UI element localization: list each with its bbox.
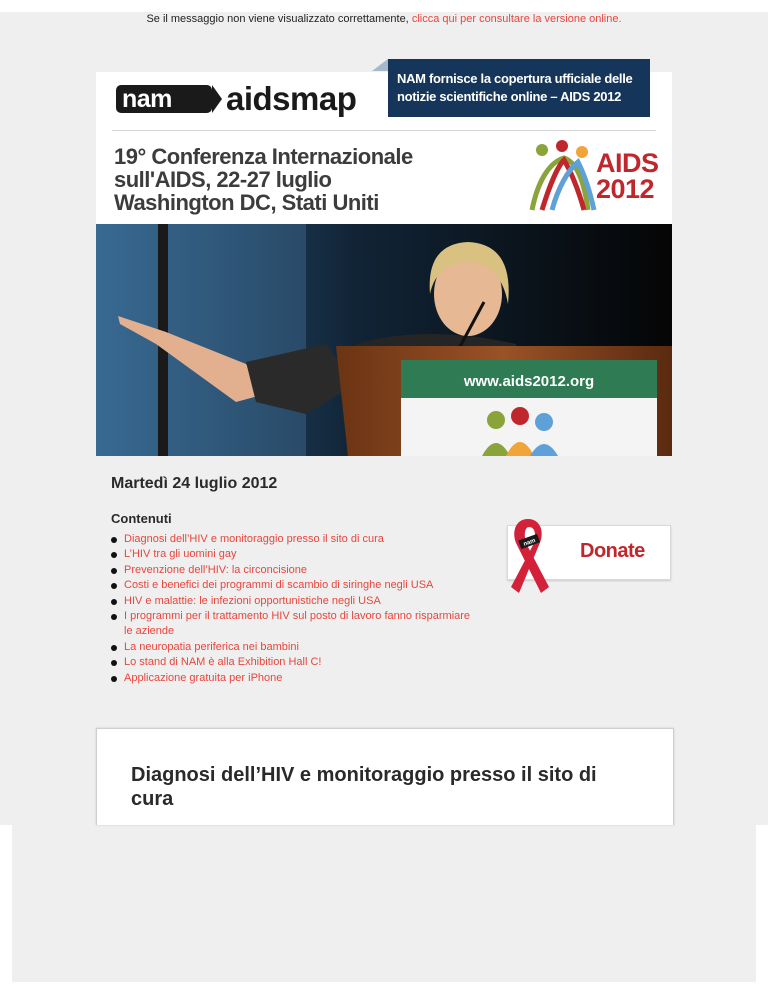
contents-item[interactable] [111,563,471,578]
bullet-icon [111,660,117,666]
coverage-banner [388,59,650,117]
contents-item[interactable] [111,655,471,670]
contents-heading: Contenuti [111,511,172,526]
contents-item-link[interactable]: L’HIV tra gli uomini gay [124,548,237,561]
contents-item[interactable] [111,578,471,593]
bullet-icon [111,645,117,651]
contents-item-link[interactable]: Applicazione gratuita per iPhone [124,671,283,684]
contents-item[interactable] [111,532,471,547]
contents-list [111,532,471,686]
nam-logo[interactable]: nam [116,85,212,113]
conference-line-3: Washington DC, Stati Uniti [114,190,379,215]
article-card [96,728,674,825]
logo-arrow-icon [212,85,222,113]
newsletter-date: Martedì 24 luglio 2012 [111,475,278,492]
speaker-at-podium-image [96,224,672,456]
conference-line-2: sull'AIDS, 22-27 luglio [114,167,332,192]
contents-item[interactable] [111,547,471,562]
banner-line-1: NAM fornisce la copertura ufficiale delle [397,71,633,86]
donate-label: Donate [580,540,645,562]
banner-fold-icon [372,59,388,71]
bullet-icon [111,676,117,682]
aids-logo-word: AIDS [596,148,659,178]
preheader-text: Se il messaggio non viene visualizzato correttamente, [146,13,409,25]
podium-url: www.aids2012.org [463,373,595,390]
contents-item-link[interactable]: Prevenzione dell’HIV: la circoncisione [124,563,308,576]
page-background-lower [12,825,756,982]
contents-item[interactable] [111,594,471,609]
red-ribbon-icon [503,515,553,595]
aidsmap-logo[interactable]: aidsmap [226,80,357,117]
banner-line-2: notizie scientifiche online – AIDS 2012 [397,89,622,104]
article-title[interactable]: Diagnosi dell’HIV e monitoraggio presso il sito di cura [131,764,597,810]
header-divider [112,130,656,131]
contents-item[interactable] [111,640,471,655]
contents-item-link[interactable]: Diagnosi dell’HIV e monitoraggio presso il sito di cura [124,533,384,545]
aids2012-logo-text [596,150,659,202]
contents-item[interactable] [111,609,471,640]
bullet-icon [111,583,117,589]
contents-item-link[interactable]: La neuropatia periferica nei bambini [124,640,299,653]
conference-line-1: 19° Conferenza Internazionale [114,144,413,169]
ribbon-label: nam [522,537,537,548]
bullet-icon [111,614,117,620]
bullet-icon [111,599,117,605]
contents-item-link[interactable]: Lo stand di NAM è alla Exhibition Hall C! [124,656,322,669]
conference-photo [96,224,672,456]
contents-item-link[interactable]: Costi e benefici dei programmi di scambio di siringhe negli USA [124,579,434,592]
bullet-icon [111,568,117,574]
preheader [0,13,768,25]
contents-item-link[interactable]: I programmi per il trattamento HIV sul posto di lavoro fanno risparmiare le aziende [124,610,471,638]
contents-item[interactable] [111,671,471,686]
bullet-icon [111,537,117,543]
online-version-link[interactable]: clicca qui per consultare la versione online. [411,13,622,25]
bullet-icon [111,552,117,558]
conference-title [114,145,413,214]
contents-item-link[interactable]: HIV e malattie: le infezioni opportunistiche negli USA [124,594,381,607]
aids-logo-year: 2012 [596,174,655,204]
